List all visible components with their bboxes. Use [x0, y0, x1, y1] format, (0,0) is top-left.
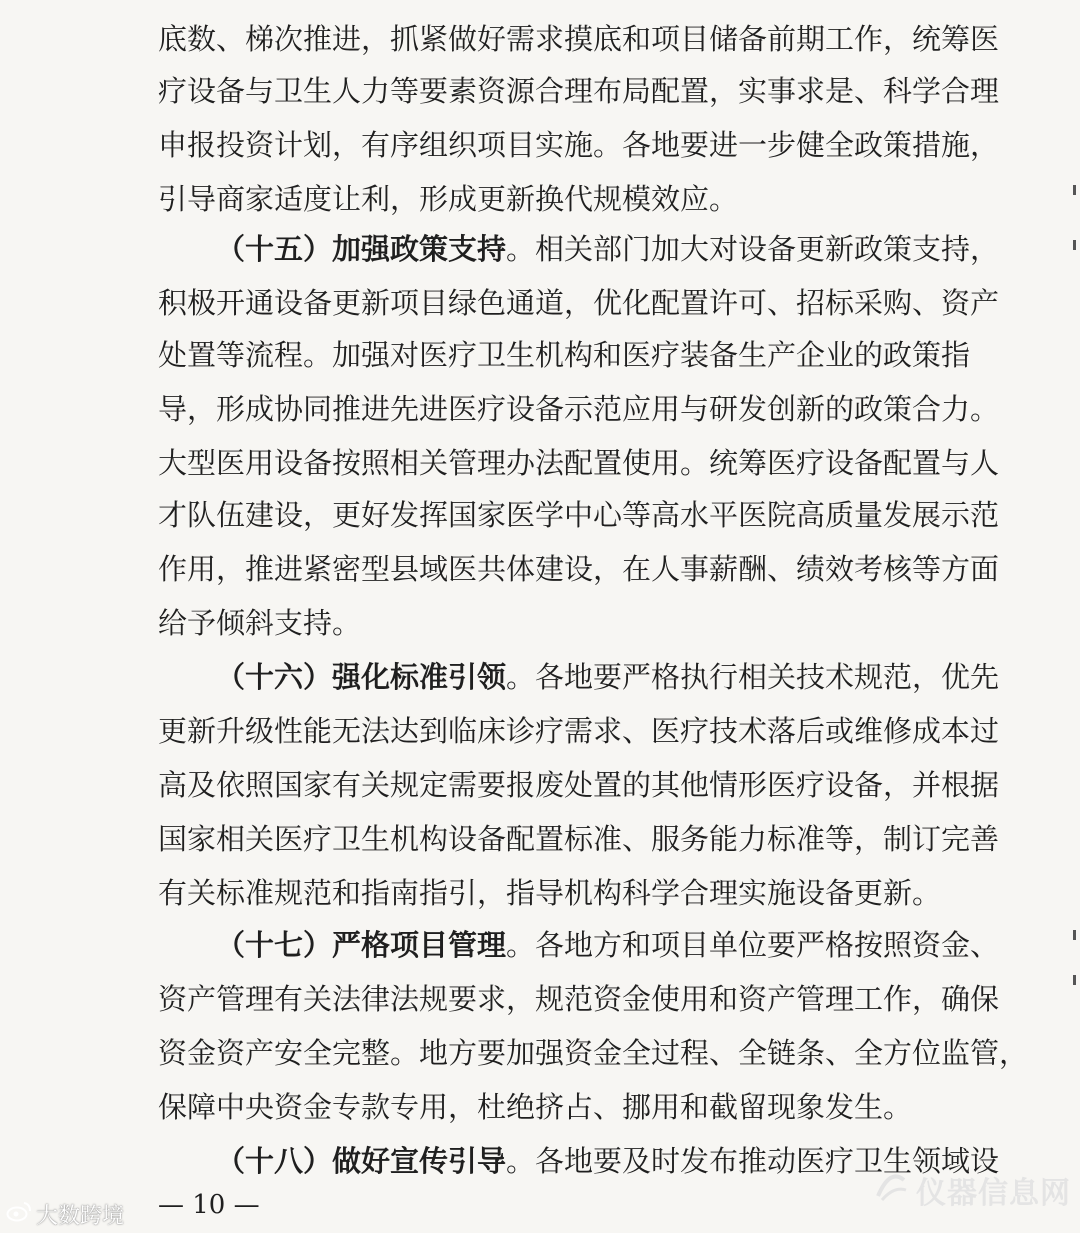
paragraph-first-line	[158, 1144, 1000, 1178]
scan-edge-mark	[1073, 975, 1076, 985]
line-text: 资金资产安全完整。地方要加强资金全过程、全链条、全方位监管，	[158, 1036, 1029, 1070]
text-line	[158, 498, 1000, 532]
line-text: 才队伍建设，更好发挥国家医学中心等高水平医院高质量发展示范	[158, 498, 1000, 532]
text-line	[158, 1090, 944, 1124]
text-line	[158, 22, 1000, 56]
paragraph-first-line	[158, 232, 1000, 266]
text-line	[158, 74, 1000, 108]
text-line	[158, 182, 944, 216]
section-heading: （十六）强化标准引领	[216, 660, 507, 694]
text-line	[158, 606, 944, 640]
instrument-logo-icon	[870, 1166, 910, 1214]
line-text: 导，形成协同推进先进医疗设备示范应用与研发创新的政策合力。	[158, 392, 1000, 426]
line-text: 作用，推进紧密型县域医共体建设，在人事薪酬、绩效考核等方面	[158, 552, 1000, 586]
line-text: 高及依照国家有关规定需要报废处置的其他情形医疗设备，并根据	[158, 768, 1000, 802]
paragraph-first-line	[158, 660, 1000, 694]
text-line	[158, 1036, 1029, 1070]
line-text: 底数、梯次推进，抓紧做好需求摸底和项目储备前期工作，统筹医	[158, 22, 1000, 56]
line-text: 国家相关医疗卫生机构设备配置标准、服务能力标准等，制订完善	[158, 822, 1000, 856]
scan-edge-mark	[1073, 185, 1076, 195]
line-text: 。各地要严格执行相关技术规范，优先	[506, 660, 1000, 694]
section-heading: （十八）做好宣传引导	[216, 1144, 507, 1178]
text-line	[158, 552, 1000, 586]
text-line	[158, 286, 1000, 320]
line-text: 保障中央资金专款专用，杜绝挤占、挪用和截留现象发生。	[158, 1090, 913, 1124]
watermark-left	[6, 1196, 124, 1232]
page-number: — 10 —	[158, 1190, 260, 1220]
watermark-right-text: 仪器信息网	[916, 1176, 1071, 1211]
text-line	[158, 128, 1000, 162]
line-text: 积极开通设备更新项目绿色通道，优化配置许可、招标采购、资产	[158, 286, 1000, 320]
weibo-logo-icon	[6, 1200, 32, 1228]
line-text: 。各地要及时发布推动医疗卫生领域设	[506, 1144, 1000, 1178]
line-text: 申报投资计划，有序组织项目实施。各地要进一步健全政策措施，	[158, 128, 1000, 162]
line-text: 疗设备与卫生人力等要素资源合理布局配置，实事求是、科学合理	[158, 74, 1000, 108]
watermark-right	[870, 1164, 1071, 1216]
line-text: 。各地方和项目单位要严格按照资金、	[506, 928, 1000, 962]
watermark-left-text: 大数跨境	[36, 1203, 125, 1229]
paragraph-first-line	[158, 928, 1000, 962]
text-line	[158, 338, 971, 372]
scan-edge-mark	[1073, 930, 1076, 940]
line-text: 大型医用设备按照相关管理办法配置使用。统筹医疗设备配置与人	[158, 446, 1000, 480]
text-line	[158, 876, 944, 910]
text-line	[158, 982, 1000, 1016]
scan-edge-mark	[1073, 240, 1076, 250]
line-text: 给予倾斜支持。	[158, 606, 362, 640]
text-line	[158, 446, 1000, 480]
text-line	[158, 392, 1000, 426]
line-text: 更新升级性能无法达到临床诊疗需求、医疗技术落后或维修成本过	[158, 714, 1000, 748]
text-line	[158, 714, 1000, 748]
line-text: 引导商家适度让利，形成更新换代规模效应。	[158, 182, 739, 216]
section-heading: （十七）严格项目管理	[216, 928, 507, 962]
line-text: 处置等流程。加强对医疗卫生机构和医疗装备生产企业的政策指	[158, 338, 971, 372]
line-text: 有关标准规范和指南指引，指导机构科学合理实施设备更新。	[158, 876, 942, 910]
text-line	[158, 822, 1000, 856]
text-line	[158, 768, 1000, 802]
section-heading: （十五）加强政策支持	[216, 232, 507, 266]
line-text: 资产管理有关法律法规要求，规范资金使用和资产管理工作，确保	[158, 982, 1000, 1016]
line-text: 。相关部门加大对设备更新政策支持，	[506, 232, 1000, 266]
